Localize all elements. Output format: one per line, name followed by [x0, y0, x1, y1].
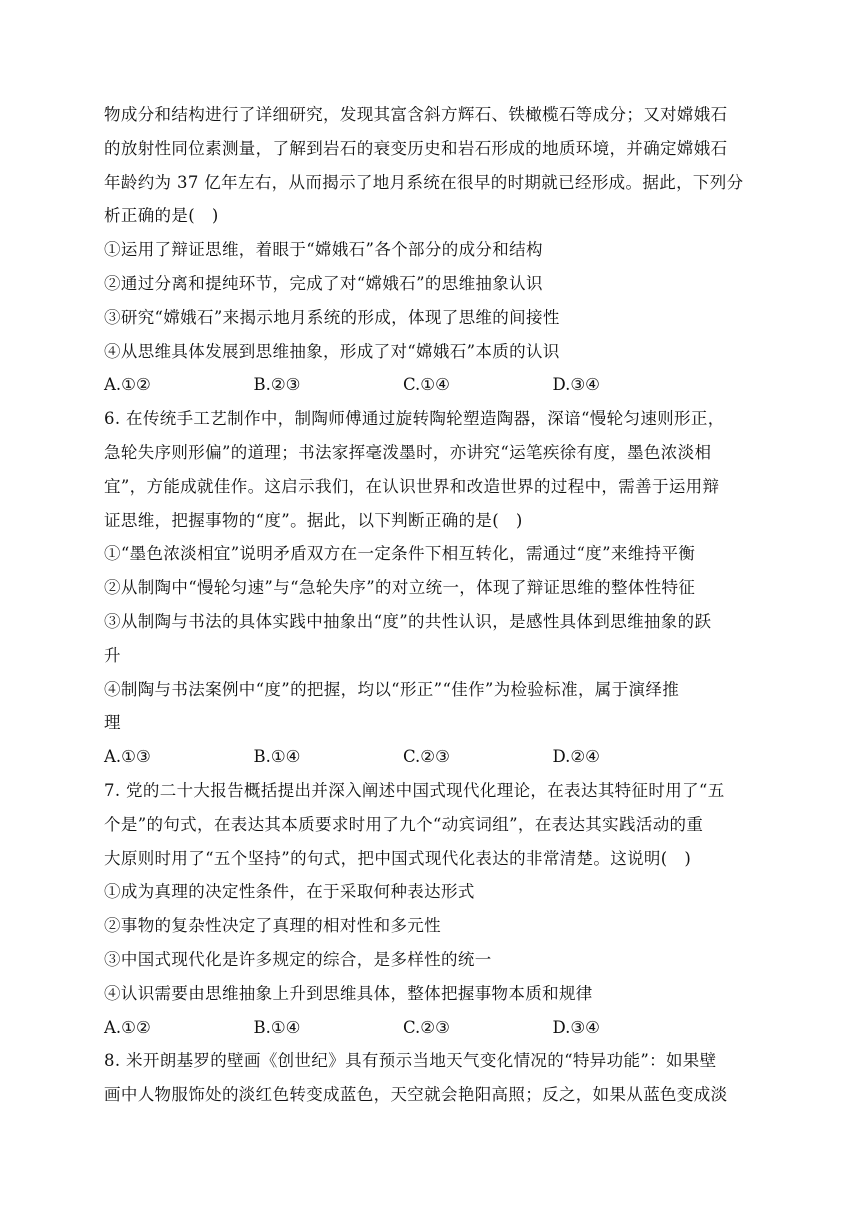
option-d[interactable]: D.③④ — [552, 375, 600, 395]
option-c[interactable]: C.②③ — [403, 747, 450, 767]
statement-item: ③中国式现代化是许多规定的综合，是多样性的统一 — [104, 949, 492, 969]
question-stem-line: 物成分和结构进行了详细研究，发现其富含斜方辉石、铁橄榄石等成分；又对嫦娥石 — [104, 105, 728, 124]
statement-item: ①“墨色浓淡相宜”说明矛盾双方在一定条件下相互转化，需通过“度”来维持平衡 — [104, 544, 696, 564]
exam-page — [104, 98, 774, 1112]
option-b[interactable]: B.②③ — [253, 375, 301, 395]
question-stem-line: 个是”的句式，在表达其本质要求时用了九个“动宾词组”，在表达其实践活动的重 — [104, 814, 704, 834]
option-b[interactable]: B.①④ — [253, 1017, 301, 1037]
statement-item: ③从制陶与书法的具体实践中抽象出“度”的共性认识，是感性具体到思维抽象的跃 — [104, 611, 712, 631]
question-stem-line: 析正确的是( ) — [104, 206, 219, 226]
answer-options — [104, 368, 774, 402]
option-c[interactable]: C.②③ — [403, 1017, 450, 1037]
question-stem-line: 大原则时用了“五个坚持”的句式，把中国式现代化表达的非常清楚。这说明( ) — [104, 848, 692, 868]
statement-item: ④制陶与书法案例中“度”的把握，均以“形正”“佳作”为检验标准，属于演绎推 — [104, 679, 680, 699]
option-c[interactable]: C.①④ — [403, 375, 450, 395]
option-a[interactable]: A.①③ — [104, 747, 151, 767]
statement-item: ②事物的复杂性决定了真理的相对性和多元性 — [104, 916, 441, 936]
statement-item: 升 — [104, 645, 121, 665]
question-stem-line: 证思维，把握事物的“度”。据此，以下判断正确的是( ) — [104, 510, 523, 530]
statement-item: ①运用了辩证思维，着眼于“嫦娥石”各个部分的成分和结构 — [104, 240, 543, 260]
question-stem-line: 画中人物服饰处的淡红色转变成蓝色，天空就会艳阳高照；反之，如果从蓝色变成淡 — [104, 1085, 728, 1105]
question-stem-line: 的放射性同位素测量，了解到岩石的衰变历史和岩石形成的地质环境，并确定嫦娥石 — [104, 138, 728, 158]
statement-item: ③研究“嫦娥石”来揭示地月系统的形成，体现了思维的间接性 — [104, 307, 560, 327]
answer-options — [104, 740, 774, 774]
statement-item: ①成为真理的决定性条件，在于采取何种表达形式 — [104, 882, 475, 902]
option-d[interactable]: D.②④ — [552, 747, 600, 767]
question-stem-line: 6. 在传统手工艺制作中，制陶师傅通过旋转陶轮塑造陶器，深谙“慢轮匀速则形正， — [104, 409, 725, 429]
question-stem-line: 宜”，方能成就佳作。这启示我们，在认识世界和改造世界的过程中，需善于运用辩 — [104, 476, 720, 496]
question-5 — [104, 98, 774, 402]
question-6 — [104, 402, 774, 774]
option-d[interactable]: D.③④ — [552, 1017, 600, 1037]
statement-item: ②从制陶中“慢轮匀速”与“急轮失序”的对立统一，体现了辩证思维的整体性特征 — [104, 578, 696, 598]
question-stem-line: 8. 米开朗基罗的壁画《创世纪》具有预示当地天气变化情况的“特异功能”：如果壁 — [104, 1051, 717, 1071]
question-stem-line: 7. 党的二十大报告概括提出并深入阐述中国式现代化理论，在表达其特征时用了“五 — [104, 780, 725, 800]
option-b[interactable]: B.①④ — [253, 747, 301, 767]
option-a[interactable]: A.①② — [104, 375, 151, 395]
question-7 — [104, 774, 774, 1044]
statement-item: ②通过分离和提纯环节，完成了对“嫦娥石”的思维抽象认识 — [104, 273, 543, 293]
question-stem-line: 年龄约为 37 亿年左右，从而揭示了地月系统在很早的时期就已经形成。据此，下列分 — [104, 172, 744, 192]
answer-options — [104, 1011, 774, 1045]
option-a[interactable]: A.①② — [104, 1017, 151, 1037]
question-8 — [104, 1044, 774, 1112]
statement-item: ④认识需要由思维抽象上升到思维具体，整体把握事物本质和规律 — [104, 983, 593, 1003]
question-stem-line: 急轮失序则形偏”的道理；书法家挥毫泼墨时，亦讲究“运笔疾徐有度，墨色浓淡相 — [104, 442, 712, 462]
statement-item: 理 — [104, 713, 121, 733]
statement-item: ④从思维具体发展到思维抽象，形成了对“嫦娥石”本质的认识 — [104, 341, 560, 361]
